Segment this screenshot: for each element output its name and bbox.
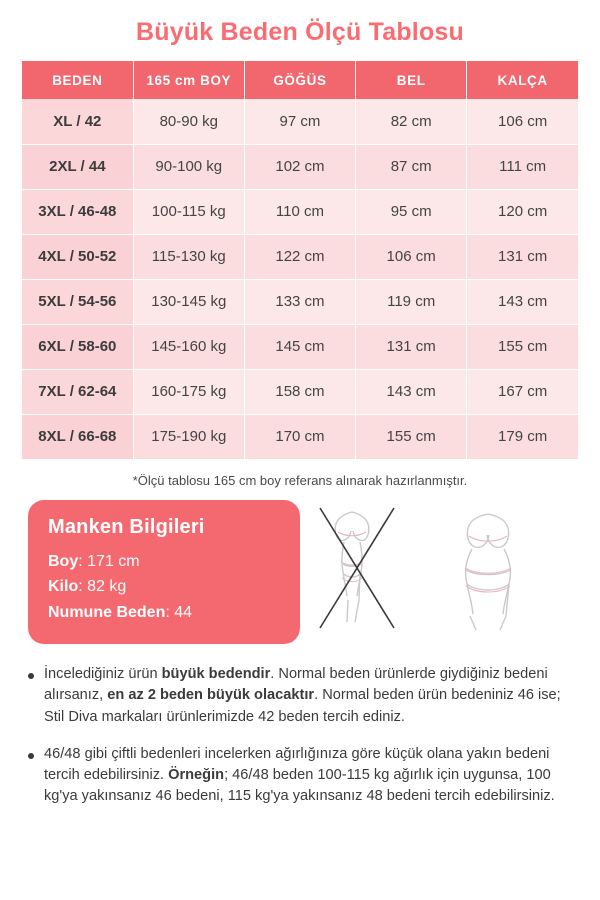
table-row — [22, 414, 578, 459]
column-header-boy: 165 cm BOY — [133, 61, 244, 99]
guidance-notes-list — [22, 644, 578, 807]
cell-boy: 160-175 kg — [133, 369, 244, 414]
model-info-value: 171 cm — [82, 552, 140, 570]
cell-beden: 2XL / 44 — [22, 144, 133, 189]
model-info-value: 44 — [169, 604, 193, 622]
column-header-kalca: KALÇA — [467, 61, 578, 99]
plus-size-figure-icon — [466, 514, 511, 630]
cell-boy: 80-90 kg — [133, 99, 244, 144]
table-row — [22, 234, 578, 279]
cell-bel: 155 cm — [356, 414, 467, 459]
table-footnote: *Ölçü tablosu 165 cm boy referans alınarak hazırlanmıştır. — [132, 472, 468, 488]
list-item — [28, 744, 578, 807]
cell-boy: 100-115 kg — [133, 189, 244, 234]
model-info-heading: Manken Bilgileri — [48, 515, 205, 538]
column-header-gogus: GÖĞÜS — [244, 61, 355, 99]
cell-beden: 8XL / 66-68 — [22, 414, 133, 459]
column-header-beden: BEDEN — [22, 61, 133, 99]
bullet-dot-icon — [28, 673, 34, 679]
model-info-row: Kilo: 82 kg — [48, 578, 127, 596]
cell-gogus: 102 cm — [244, 144, 355, 189]
body-measurement-illustration — [314, 504, 564, 634]
guidance-note-text-1: İncelediğiniz ürün büyük bedendir. Normal beden ürünlerde giydiğiniz bedeni alırsanız, en az 2 beden büyük olacaktır. Normal beden ürün bedeniniz 46 ise; Stil Diva markaları ürünlerimizde 42 beden tercih ediniz. — [44, 666, 561, 725]
cell-kalca: 111 cm — [467, 144, 578, 189]
table-row — [22, 189, 578, 234]
cell-gogus: 97 cm — [244, 99, 355, 144]
cell-boy: 145-160 kg — [133, 324, 244, 369]
table-header-row — [22, 61, 578, 99]
model-info-row: Numune Beden: 44 — [48, 604, 193, 622]
cell-bel: 143 cm — [356, 369, 467, 414]
cell-gogus: 158 cm — [244, 369, 355, 414]
page-title: Büyük Beden Ölçü Tablosu — [136, 18, 464, 46]
table-row — [22, 144, 578, 189]
model-info-label: Kilo — [48, 578, 79, 596]
table-row — [22, 324, 578, 369]
model-info-label: Numune Beden — [48, 604, 166, 622]
cell-gogus: 133 cm — [244, 279, 355, 324]
model-info-value: 82 kg — [82, 578, 127, 596]
slim-figure-icon — [335, 512, 369, 622]
table-header — [22, 61, 578, 99]
table-body — [22, 99, 578, 459]
cell-bel: 119 cm — [356, 279, 467, 324]
guidance-note-text-2: 46/48 gibi çiftli bedenleri incelerken ağırlığınıza göre küçük olana yakın bedeni tercih edebilirsiniz. Örneğin; 46/48 beden 100-115 kg ağırlık için uygunsa, 100 kg'ya yakınsanız 46 bedeni, 115 kg'ya yakınsanız 48 bedeni tercih edebilirsiniz. — [44, 745, 555, 804]
cell-beden: 3XL / 46-48 — [22, 189, 133, 234]
size-chart-table — [22, 61, 578, 460]
body-figures-svg — [314, 504, 564, 634]
model-info-row: Boy: 171 cm — [48, 552, 140, 570]
cell-gogus: 170 cm — [244, 414, 355, 459]
bullet-dot-icon — [28, 753, 34, 759]
cell-bel: 82 cm — [356, 99, 467, 144]
cell-boy: 130-145 kg — [133, 279, 244, 324]
list-item — [28, 664, 578, 727]
model-section — [22, 500, 578, 645]
cell-kalca: 143 cm — [467, 279, 578, 324]
cell-kalca: 155 cm — [467, 324, 578, 369]
cell-bel: 87 cm — [356, 144, 467, 189]
cell-kalca: 106 cm — [467, 99, 578, 144]
cell-kalca: 120 cm — [467, 189, 578, 234]
cell-boy: 115-130 kg — [133, 234, 244, 279]
cell-boy: 175-190 kg — [133, 414, 244, 459]
cell-bel: 95 cm — [356, 189, 467, 234]
cell-beden: XL / 42 — [22, 99, 133, 144]
cell-bel: 131 cm — [356, 324, 467, 369]
cell-beden: 6XL / 58-60 — [22, 324, 133, 369]
cell-beden: 5XL / 54-56 — [22, 279, 133, 324]
model-info-label: Boy — [48, 552, 79, 570]
table-row — [22, 369, 578, 414]
cell-gogus: 110 cm — [244, 189, 355, 234]
cell-beden: 7XL / 62-64 — [22, 369, 133, 414]
cell-boy: 90-100 kg — [133, 144, 244, 189]
model-info-card — [28, 500, 300, 645]
cell-gogus: 145 cm — [244, 324, 355, 369]
cell-kalca: 131 cm — [467, 234, 578, 279]
cell-kalca: 167 cm — [467, 369, 578, 414]
column-header-bel: BEL — [356, 61, 467, 99]
cell-gogus: 122 cm — [244, 234, 355, 279]
cell-kalca: 179 cm — [467, 414, 578, 459]
cell-bel: 106 cm — [356, 234, 467, 279]
table-row — [22, 279, 578, 324]
cell-beden: 4XL / 50-52 — [22, 234, 133, 279]
table-row — [22, 99, 578, 144]
